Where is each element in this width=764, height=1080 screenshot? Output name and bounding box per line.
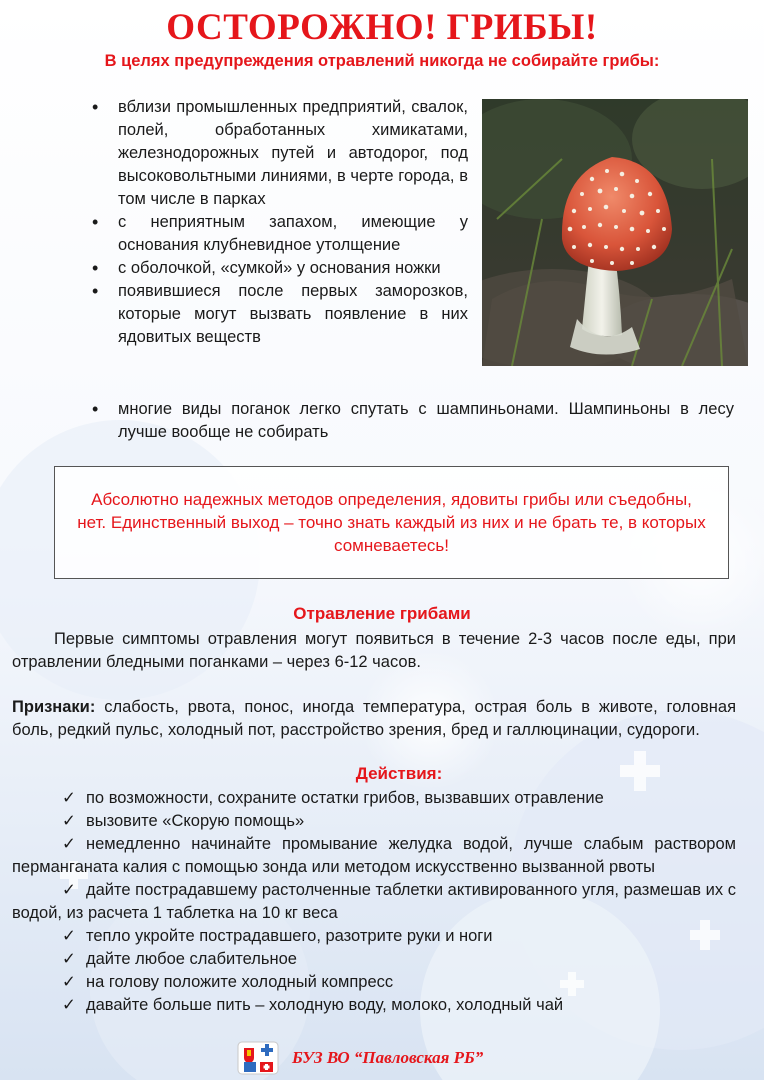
warning-box [54, 466, 729, 579]
check-icon: ✓ [62, 996, 76, 1014]
symptoms-label: Признаки: [12, 698, 96, 716]
organization-name: БУЗ ВО “Павловская РБ” [292, 1048, 484, 1067]
list-item: • с оболочкой, «сумкой» у основания ножки [92, 257, 468, 280]
action-item: ✓ по возможности, сохраните остатки грибов, вызвавших отравление [12, 787, 736, 810]
action-item: ✓ на голову положите холодный компресс [12, 971, 736, 994]
symptoms-text: слабость, рвота, понос, иногда температура, острая боль в животе, головная боль, редкий пульс, холодный пот, расстройство зрения, бред и галлюцинации, судороги. [12, 698, 736, 739]
avoid-list [92, 96, 468, 349]
check-icon: ✓ [62, 812, 76, 830]
mushroom-photo [482, 99, 748, 366]
check-icon: ✓ [62, 973, 76, 991]
actions-title: Действия: [355, 764, 443, 783]
check-icon: ✓ [62, 789, 76, 807]
check-icon: ✓ [62, 927, 76, 945]
check-icon: ✓ [62, 950, 76, 968]
action-item: ✓ дайте любое слабительное [12, 948, 736, 971]
poisoning-title: Отравление грибами [293, 604, 471, 623]
action-item: ✓ немедленно начинайте промывание желудка водой, лучше слабым раствором перманганата калия с помощью зонда или методом искусственно вызванной рвоты [12, 835, 736, 876]
action-item: ✓ вызовите «Скорую помощь» [12, 810, 736, 833]
hospital-logo-icon [236, 1040, 280, 1076]
list-item: • с неприятным запахом, имеющие у основания клубневидное утолщение [92, 211, 468, 257]
list-item: • многие виды поганок легко спутать с шампиньонами. Шампиньоны в лесу лучше вообще не собирать [92, 398, 734, 444]
action-item: ✓ дайте пострадавшему растолченные таблетки активированного угля, размешав их с водой, из расчета 1 таблетка на 10 кг веса [12, 881, 736, 922]
footer [236, 1040, 536, 1076]
list-item: • вблизи промышленных предприятий, свалок, полей, обработанных химикатами, железнодорожных путей и автодорог, под высоковольтными линиями, в черте города, в том числе в парках [92, 96, 468, 211]
page-subtitle: В целях предупреждения отравлений никогда не собирайте грибы: [104, 52, 660, 70]
poisoning-intro: Первые симптомы отравления могут появиться в течение 2-3 часов после еды, при отравлении бледными поганками – через 6-12 часов. [12, 630, 736, 671]
check-icon: ✓ [62, 835, 76, 853]
avoid-list-wide [92, 398, 734, 444]
list-item: • появившиеся после первых заморозков, которые могут вызвать появление в них ядовитых веществ [92, 280, 468, 349]
action-item: ✓ давайте больше пить – холодную воду, молоко, холодный чай [12, 994, 736, 1017]
actions-list [12, 787, 736, 1017]
check-icon: ✓ [62, 881, 76, 899]
page-title: ОСТОРОЖНО! ГРИБЫ! [166, 7, 598, 48]
action-item: ✓ тепло укройте пострадавшего, разотрите руки и ноги [12, 925, 736, 948]
warning-text: Абсолютно надежных методов определения, ядовиты грибы или съедобны, нет. Единственный выход – точно знать каждый из них и не брать те, в которых сомневаетесь! [77, 490, 706, 555]
symptoms-paragraph [12, 696, 736, 742]
